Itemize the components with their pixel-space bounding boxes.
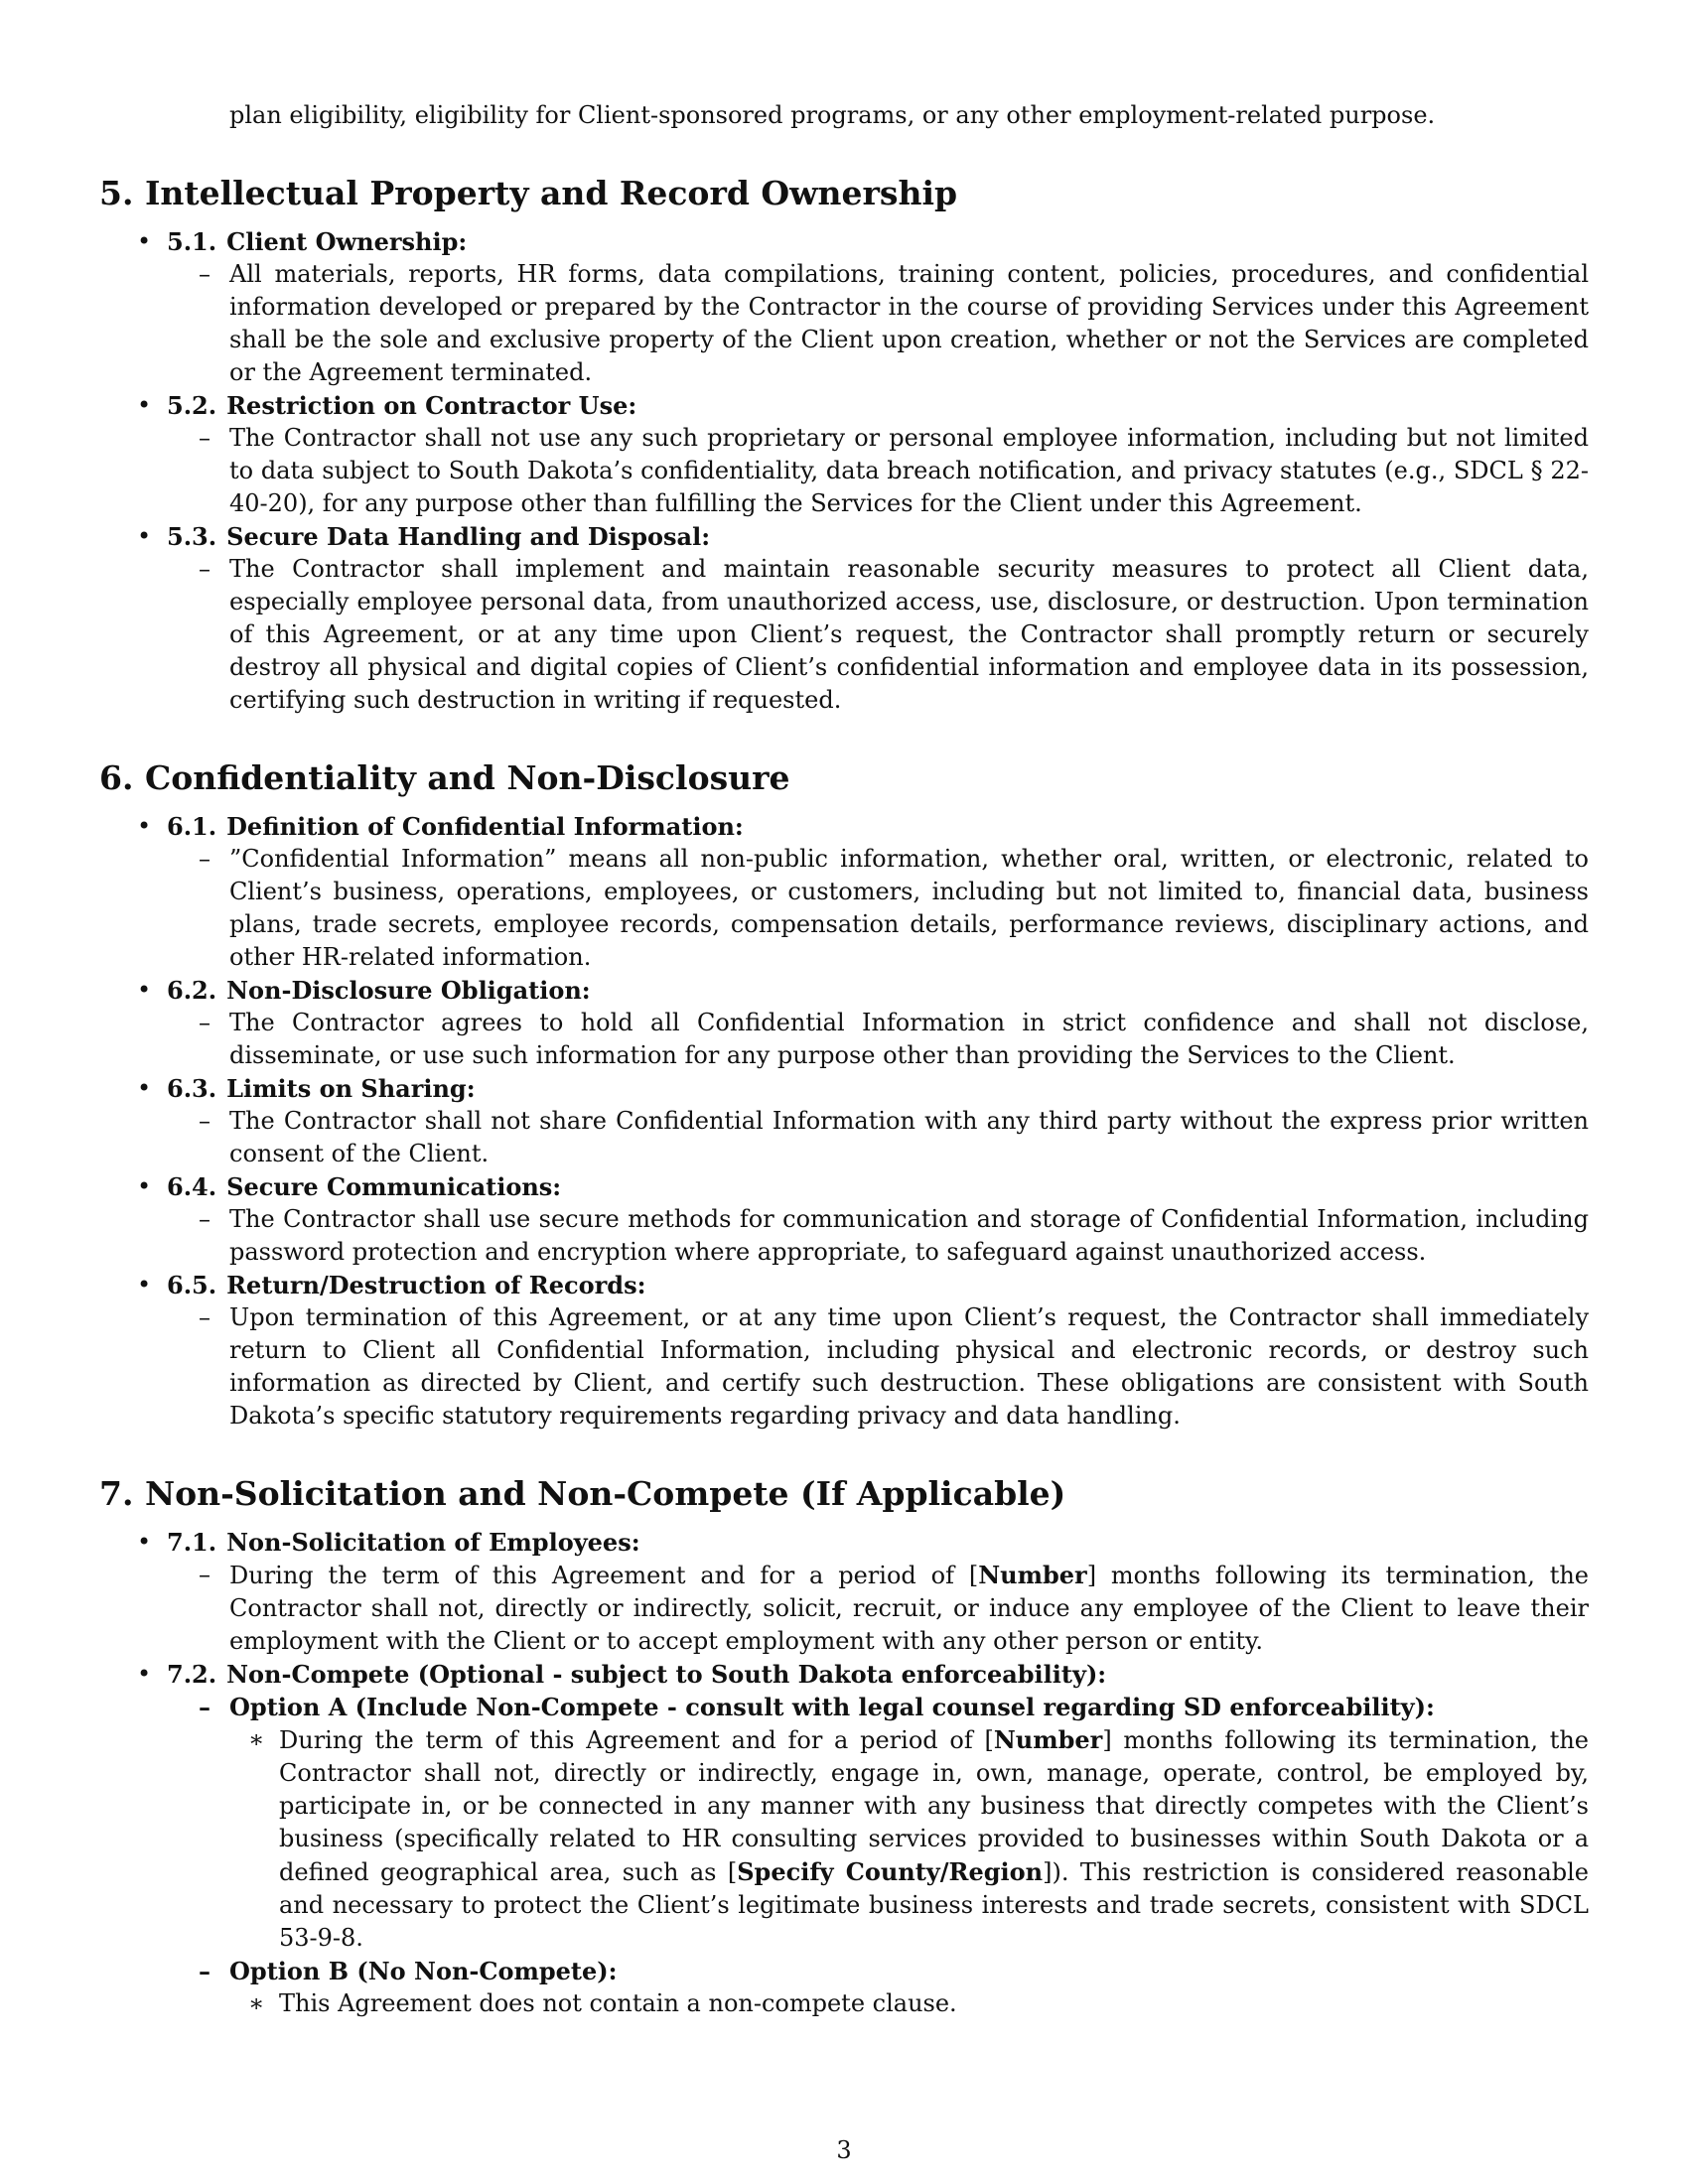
- clause-text-part: During the term of this Agreement and for a period of [: [229, 1562, 979, 1589]
- bullet-icon: •: [137, 227, 152, 255]
- section-7: [99, 1472, 1589, 2020]
- clause-heading: Restriction on Contractor Use:: [226, 391, 637, 420]
- clause-heading: Return/Destruction of Records:: [226, 1271, 646, 1299]
- clause-heading: Secure Data Handling and Disposal:: [226, 522, 711, 551]
- clause-number: 6.3.: [167, 1074, 217, 1103]
- clause-heading: Non-Disclosure Obligation:: [226, 976, 591, 1005]
- clause-5-2: [99, 389, 1589, 520]
- bullet-icon: •: [137, 1528, 152, 1556]
- document-page: [99, 99, 1589, 2020]
- dash-icon: –: [199, 1009, 211, 1036]
- option-a-text-part: During the term of this Agreement and for a period of [: [279, 1726, 994, 1754]
- clause-number: 6.1.: [167, 812, 217, 841]
- asterisk-icon: ∗: [248, 1725, 265, 1753]
- section-6: [99, 756, 1589, 1433]
- option-b-heading: Option B (No Non-Compete):: [229, 1957, 618, 1985]
- bullet-icon: •: [137, 1271, 152, 1298]
- dash-icon: –: [199, 1561, 211, 1588]
- clause-6-3: [99, 1072, 1589, 1170]
- clause-5-1: [99, 225, 1589, 389]
- option-b-text: This Agreement does not contain a non-compete clause.: [279, 1989, 957, 2017]
- bullet-icon: •: [137, 812, 152, 840]
- clause-number: 5.1.: [167, 227, 217, 256]
- clause-heading: Non-Compete (Optional - subject to South Dakota enforceability):: [226, 1660, 1107, 1689]
- clause-text: Upon termination of this Agreement, or at any time upon Client’s request, the Contractor shall immediately return to Client all Confidential Information, including physical and electronic records, or destroy such information as directed by Client, and certify such destruction. These obligations are consistent with South Dakota’s specific statutory requirements regarding privacy and data handling.: [229, 1303, 1589, 1430]
- dash-icon: –: [199, 1693, 211, 1721]
- section-6-title: 6. Confidentiality and Non-Disclosure: [99, 758, 790, 797]
- clause-text: The Contractor shall use secure methods for communication and storage of Confidential Information, including password protection and encryption where appropriate, to safeguard against unauthorized access.: [229, 1205, 1589, 1266]
- dash-icon: –: [199, 845, 211, 873]
- clause-text: The Contractor shall implement and maintain reasonable security measures to protect all Client data, especially employee personal data, from unauthorized access, use, disclosure, or destruction. Upon termination of this Agreement, or at any time upon Client’s request, the Contractor shall promptly return or securely destroy all physical and digital copies of Client’s confidential information and employee data in its possession, certifying such destruction in writing if requested.: [229, 555, 1589, 714]
- asterisk-icon: ∗: [248, 1989, 265, 2017]
- clause-heading: Client Ownership:: [226, 227, 468, 256]
- continued-paragraph: plan eligibility, eligibility for Client-sponsored programs, or any other employment-related purpose.: [229, 101, 1436, 129]
- clause-7-2: [99, 1658, 1589, 2020]
- clause-number: 6.4.: [167, 1172, 217, 1201]
- clause-6-1: [99, 810, 1589, 974]
- dash-icon: –: [199, 424, 211, 452]
- clause-6-2: [99, 974, 1589, 1072]
- bullet-icon: •: [137, 1074, 152, 1102]
- clause-5-3: [99, 520, 1589, 717]
- bullet-icon: •: [137, 1172, 152, 1200]
- clause-number: 6.2.: [167, 976, 217, 1005]
- option-a-heading: Option A (Include Non-Compete - consult with legal counsel regarding SD enforceability):: [229, 1693, 1435, 1721]
- option-a-text-part: ]). This restriction is considered reasonable and necessary to protect the Client’s legitimate business interests and trade secrets, consistent with SDCL 53-9-8.: [279, 1858, 1589, 1952]
- clause-number: 7.1.: [167, 1528, 217, 1557]
- section-7-title: 7. Non-Solicitation and Non-Compete (If Applicable): [99, 1474, 1066, 1513]
- clause-heading: Definition of Confidential Information:: [226, 812, 744, 841]
- clause-number: 5.3.: [167, 522, 217, 551]
- clause-text: The Contractor shall not use any such proprietary or personal employee information, including but not limited to data subject to South Dakota’s confidentiality, data breach notification, and privacy statutes (e.g., SDCL § 22-40-20), for any purpose other than fulfilling the Services for the Client under this Agreement.: [229, 424, 1589, 517]
- clause-text: The Contractor shall not share Confidential Information with any third party without the express prior written consent of the Client.: [229, 1107, 1589, 1167]
- clause-heading: Limits on Sharing:: [226, 1074, 476, 1103]
- clause-text: The Contractor agrees to hold all Confidential Information in strict confidence and shall not disclose, disseminate, or use such information for any purpose other than providing the Services to the Client.: [229, 1009, 1589, 1069]
- page-number: 3: [836, 2136, 852, 2164]
- option-a-text-part: ] months following its termination, the Contractor shall not, directly or indirectly, engage in, own, manage, operate, control, be employed by, participate in, or be connected in any manner with any business that directly competes with the Client’s business (specifically related to HR consulting services provided to businesses within South Dakota or a defined geographical area, such as [: [279, 1726, 1589, 1886]
- clause-6-4: [99, 1170, 1589, 1269]
- clause-text-part: ] months following its termination, the Contractor shall not, directly or indirectly, solicit, recruit, or induce any employee of the Client to leave their employment with the Client or to accept employment with any other person or entity.: [229, 1562, 1589, 1655]
- dash-icon: –: [199, 1107, 211, 1135]
- clause-text: All materials, reports, HR forms, data compilations, training content, policies, procedures, and confidential information developed or prepared by the Contractor in the course of providing Services under this Agreement shall be the sole and exclusive property of the Client upon creation, whether or not the Services are completed or the Agreement terminated.: [229, 260, 1589, 386]
- dash-icon: –: [199, 555, 211, 583]
- clause-number: 7.2.: [167, 1660, 217, 1689]
- section-5-title: 5. Intellectual Property and Record Ownership: [99, 174, 958, 212]
- bullet-icon: •: [137, 976, 152, 1004]
- clause-6-5: [99, 1269, 1589, 1433]
- dash-icon: –: [199, 260, 211, 288]
- dash-icon: –: [199, 1205, 211, 1233]
- section-5: [99, 172, 1589, 717]
- bullet-icon: •: [137, 522, 152, 550]
- clause-heading: Secure Communications:: [226, 1172, 562, 1201]
- clause-number: 6.5.: [167, 1271, 217, 1299]
- clause-heading: Non-Solicitation of Employees:: [226, 1528, 640, 1557]
- placeholder-region: Specify County/Region: [737, 1857, 1044, 1886]
- placeholder-number: Number: [993, 1725, 1103, 1754]
- bullet-icon: •: [137, 391, 152, 419]
- placeholder-number: Number: [978, 1561, 1087, 1589]
- dash-icon: –: [199, 1303, 211, 1331]
- clause-text: ”Confidential Information” means all non-public information, whether oral, written, or electronic, related to Client’s business, operations, employees, or customers, including but not limited to, financial data, business plans, trade secrets, employee records, compensation details, performance reviews, disciplinary actions, and other HR-related information.: [229, 845, 1589, 971]
- dash-icon: –: [199, 1957, 211, 1985]
- bullet-icon: •: [137, 1660, 152, 1688]
- clause-number: 5.2.: [167, 391, 217, 420]
- clause-7-1: [99, 1526, 1589, 1658]
